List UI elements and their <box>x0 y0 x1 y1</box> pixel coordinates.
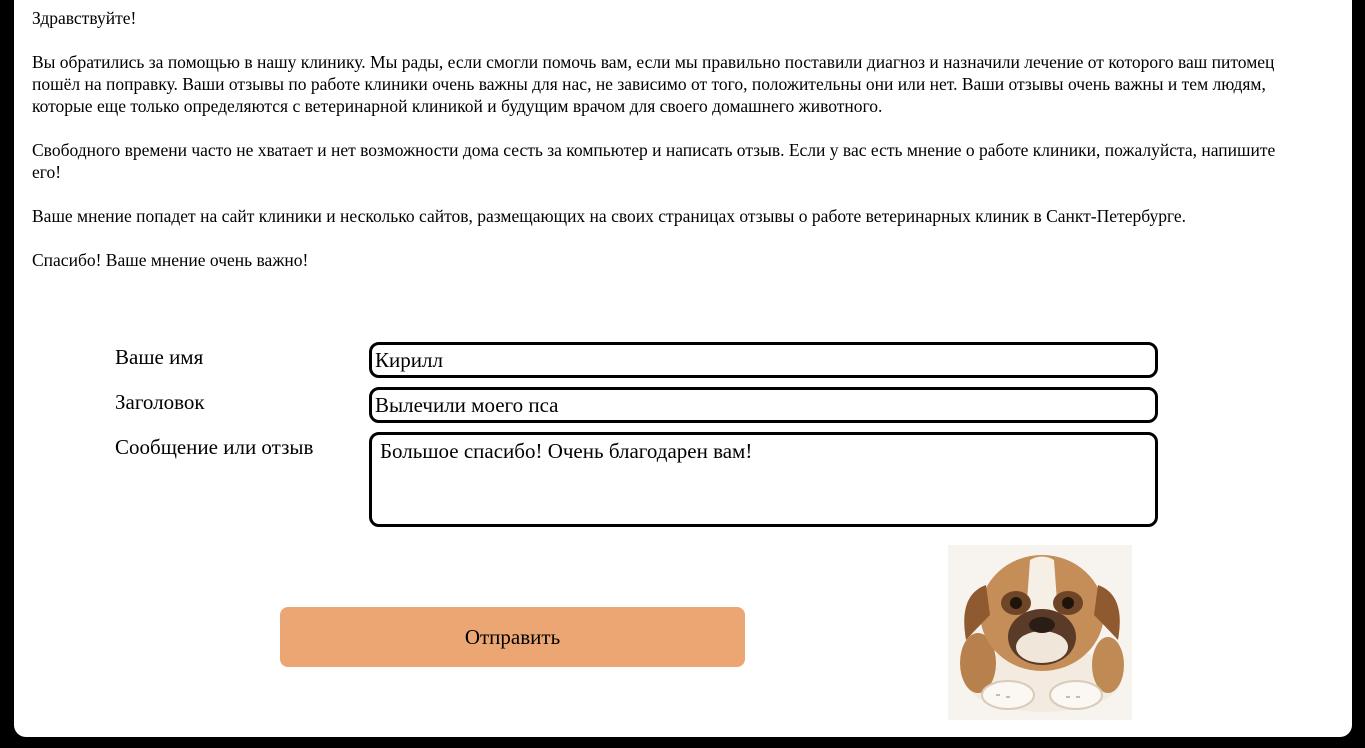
intro-paragraph-3: Ваше мнение попадет на сайт клиники и несколько сайтов, размещающих на своих страницах отзывы о работе ветеринарных клиник в Санкт-Петербурге. <box>32 206 1187 226</box>
message-label: Сообщение или отзыв <box>115 435 314 459</box>
intro-paragraph-2: Свободного времени часто не хватает и нет возможности дома сесть за компьютер и написать отзыв. Если у вас есть мнение о работе клиники, пожалуйста, напишите его! <box>32 140 1276 182</box>
submit-button[interactable]: Отправить <box>280 607 745 667</box>
puppy-image <box>948 545 1132 720</box>
name-input[interactable] <box>369 342 1158 378</box>
title-label: Заголовок <box>115 390 205 414</box>
title-input[interactable] <box>369 387 1158 423</box>
intro-paragraph-1: Вы обратились за помощью в нашу клинику. Мы рады, если смогли помочь вам, если мы правильно поставили диагноз и назначили лечение от которого ваш питомец пошёл на поправку. Ваши отзывы по работе клиники очень важны для нас, не зависимо от того, положительны они или нет. Ваши отзывы очень важны и тем людям, которые еще только определяются с ветеринарной клиникой и будущим врачом для своего домашнего животного. <box>32 52 1275 116</box>
intro-text <box>32 7 1307 293</box>
message-textarea[interactable] <box>369 432 1158 527</box>
name-label: Ваше имя <box>115 345 204 369</box>
greeting: Здравствуйте! <box>32 8 137 28</box>
intro-paragraph-4: Спасибо! Ваше мнение очень важно! <box>32 250 309 270</box>
